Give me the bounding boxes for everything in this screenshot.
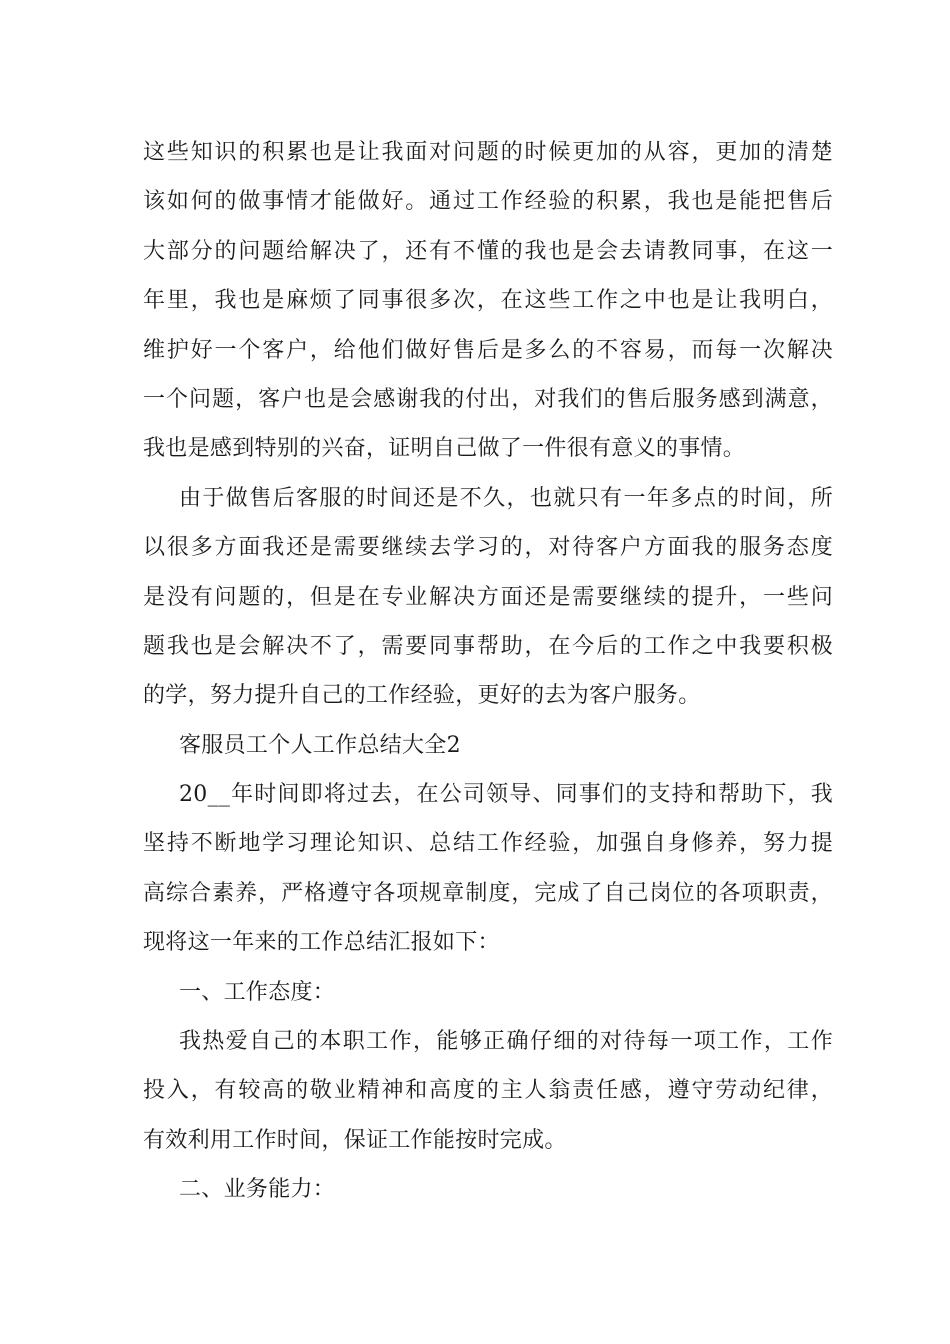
- text-line: 我也是感到特别的兴奋，证明自己做了一件很有意义的事情。: [143, 436, 746, 462]
- text-line: 现将这一年来的工作总结汇报如下：: [143, 930, 500, 956]
- text-line: 20__年时间即将过去，在公司领导、同事们的支持和帮助下，我: [179, 782, 833, 808]
- text-line: 由于做售后客服的时间还是不久，也就只有一年多点的时间，所: [179, 485, 833, 511]
- text-line: 年里，我也是麻烦了同事很多次，在这些工作之中也是让我明白，: [143, 288, 833, 314]
- text-line: 这些知识的积累也是让我面对问题的时候更加的从容，更加的清楚: [143, 140, 833, 165]
- text-line: 投入，有较高的敬业精神和高度的主人翁责任感，遵守劳动纪律，: [143, 1078, 833, 1104]
- text-line: 一个问题，客户也是会感谢我的付出，对我们的售后服务感到满意，: [143, 386, 833, 412]
- text-line: 题我也是会解决不了，需要同事帮助，在今后的工作之中我要积极: [143, 633, 833, 659]
- text-line: 的学，努力提升自己的工作经验，更好的去为客户服务。: [143, 683, 701, 709]
- section-heading: 客服员工个人工作总结大全2: [179, 732, 461, 758]
- text-line: 有效利用工作时间，保证工作能按时完成。: [143, 1127, 567, 1153]
- text-line: 维护好一个客户，给他们做好售后是多么的不容易，而每一次解决: [143, 337, 833, 363]
- section-heading: 二、业务能力：: [179, 1177, 336, 1203]
- text-line: 我热爱自己的本职工作，能够正确仔细的对待每一项工作，工作: [179, 1029, 833, 1055]
- text-line: 以很多方面我还是需要继续去学习的，对待客户方面我的服务态度: [143, 535, 833, 561]
- document-body: [143, 128, 833, 1215]
- text-line: 坚持不断地学习理论知识、总结工作经验，加强自身修养，努力提: [143, 831, 833, 857]
- text-line: 该如何的做事情才能做好。通过工作经验的积累，我也是能把售后: [143, 189, 833, 215]
- section-heading: 一、工作态度：: [179, 979, 336, 1005]
- text-line: 高综合素养，严格遵守各项规章制度，完成了自己岗位的各项职责，: [143, 880, 833, 906]
- text-line: 是没有问题的，但是在专业解决方面还是需要继续的提升，一些问: [143, 584, 833, 610]
- text-line: 大部分的问题给解决了，还有不懂的我也是会去请教同事，在这一: [143, 238, 833, 264]
